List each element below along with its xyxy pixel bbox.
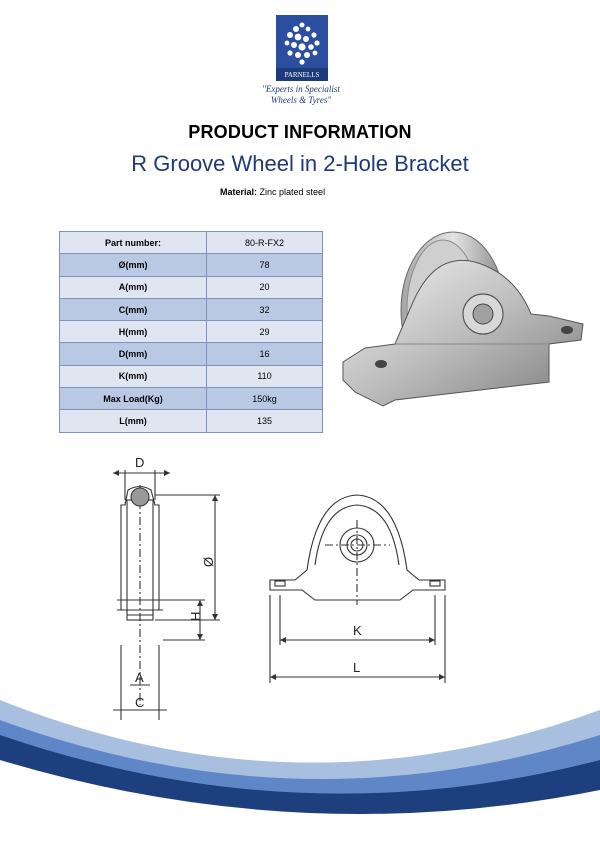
spec-label: Max Load(Kg): [60, 388, 207, 410]
table-row: [60, 343, 323, 365]
spec-label: H(mm): [60, 321, 207, 343]
spec-label: C(mm): [60, 298, 207, 320]
dim-label-k: K: [353, 623, 362, 638]
tagline-line-1: "Experts in Specialist: [262, 84, 340, 94]
table-row: [60, 321, 323, 343]
table-row: [60, 254, 323, 276]
spec-value: 80-R-FX2: [207, 232, 323, 254]
spec-value: 78: [207, 254, 323, 276]
material-line: [220, 187, 325, 197]
spec-label: Ø(mm): [60, 254, 207, 276]
table-row: [60, 276, 323, 298]
spec-table: [59, 231, 323, 433]
company-logo: [276, 15, 328, 81]
material-value: Zinc plated steel: [259, 187, 326, 197]
spec-value: 135: [207, 410, 323, 432]
spec-label: K(mm): [60, 365, 207, 387]
dim-label-d: D: [135, 455, 145, 470]
spec-value: 29: [207, 321, 323, 343]
spec-label: A(mm): [60, 276, 207, 298]
dim-label-a: A: [135, 670, 144, 685]
spec-value: 110: [207, 365, 323, 387]
table-row: [60, 388, 323, 410]
product-photo: [335, 222, 587, 412]
footer-swoosh: [0, 680, 600, 848]
table-row: [60, 232, 323, 254]
spec-value: 150kg: [207, 388, 323, 410]
dim-label-h: H: [188, 611, 203, 621]
spec-value: 20: [207, 276, 323, 298]
spec-value: 16: [207, 343, 323, 365]
material-label: Material:: [220, 187, 258, 197]
tagline-line-2: Wheels & Tyres": [270, 95, 332, 105]
tagline: [236, 84, 366, 106]
spec-value: 32: [207, 298, 323, 320]
spec-label: L(mm): [60, 410, 207, 432]
table-row: [60, 410, 323, 432]
table-row: [60, 365, 323, 387]
logo-text: PARNELLS: [284, 71, 320, 79]
dim-label-l: L: [353, 660, 361, 675]
table-row: [60, 298, 323, 320]
dim-label-c: C: [135, 695, 145, 710]
spec-label: Part number:: [60, 232, 207, 254]
spec-label: D(mm): [60, 343, 207, 365]
dim-label-diameter: Ø: [201, 556, 216, 567]
product-title: R Groove Wheel in 2-Hole Bracket: [131, 151, 469, 176]
page-heading: PRODUCT INFORMATION: [188, 122, 412, 142]
